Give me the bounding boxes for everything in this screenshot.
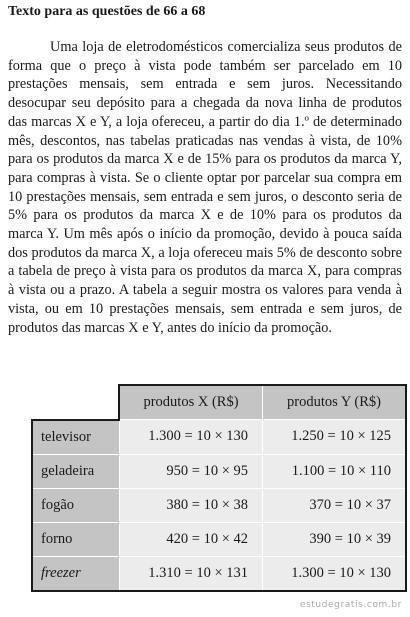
problem-paragraph: Uma loja de eletrodomésticos comercializa seus produtos de forma que o preço à vista pode também ser parcelado em 10 prestações mensais, sem entrada e sem juros. Necessitando desocupar seu depósito para a chegada da nova linha de produtos das marcas X e Y, a loja ofereceu, a partir do dia 1.º de determinado mês, descontos, nas tabelas praticadas nas vendas à vista, de 10% para os produtos da marca X e de 15% para os produtos da marca Y, para compras à vista. Se o cliente optar por parcelar sua compra em 10 prestações mensais, sem entrada e sem juros, o desconto seria de 5% para os produtos da marca X e de 10% para os produtos da marca Y. Um mês após o início da promoção, devido à pouca saída dos produtos da marca X, a loja ofereceu mais 5% de desconto sobre a tabela de preço à vista para os produtos da marca X, para compras à vista ou a prazo. A tabela a seguir mostra os valores para venda à vista, ou em 10 prestações mensais, sem entrada e sem juros, de produtos das marcas X e Y, antes do início da promoção.: [8, 39, 402, 336]
cell-forno-y: 390 = 10 × 39: [263, 522, 407, 556]
header-products-y: produtos Y (R$): [263, 385, 407, 420]
cell-televisor-x: 1.300 = 10 × 130: [119, 420, 263, 455]
table-corner: [32, 385, 119, 420]
cell-freezer-x: 1.310 = 10 × 131: [119, 556, 263, 591]
cell-fogao-y: 370 = 10 × 37: [263, 488, 407, 522]
table-header-row: [32, 385, 406, 420]
table-row: [32, 420, 406, 455]
site-watermark: estudegratis.com.br: [299, 600, 402, 610]
cell-televisor-y: 1.250 = 10 × 125: [263, 420, 407, 455]
section-title: Texto para as questões de 66 a 68: [8, 4, 206, 19]
row-label-fogao: fogão: [32, 488, 119, 522]
cell-freezer-y: 1.300 = 10 × 130: [263, 556, 407, 591]
price-table: [31, 384, 407, 592]
cell-geladeira-y: 1.100 = 10 × 110: [263, 454, 407, 488]
table-row: [32, 454, 406, 488]
row-label-televisor: televisor: [32, 420, 119, 455]
header-products-x: produtos X (R$): [119, 385, 263, 420]
table-row: [32, 488, 406, 522]
table-row: [32, 556, 406, 591]
cell-forno-x: 420 = 10 × 42: [119, 522, 263, 556]
row-label-geladeira: geladeira: [32, 454, 119, 488]
row-label-freezer: freezer: [32, 556, 119, 591]
cell-fogao-x: 380 = 10 × 38: [119, 488, 263, 522]
table-row: [32, 522, 406, 556]
row-label-forno: forno: [32, 522, 119, 556]
cell-geladeira-x: 950 = 10 × 95: [119, 454, 263, 488]
